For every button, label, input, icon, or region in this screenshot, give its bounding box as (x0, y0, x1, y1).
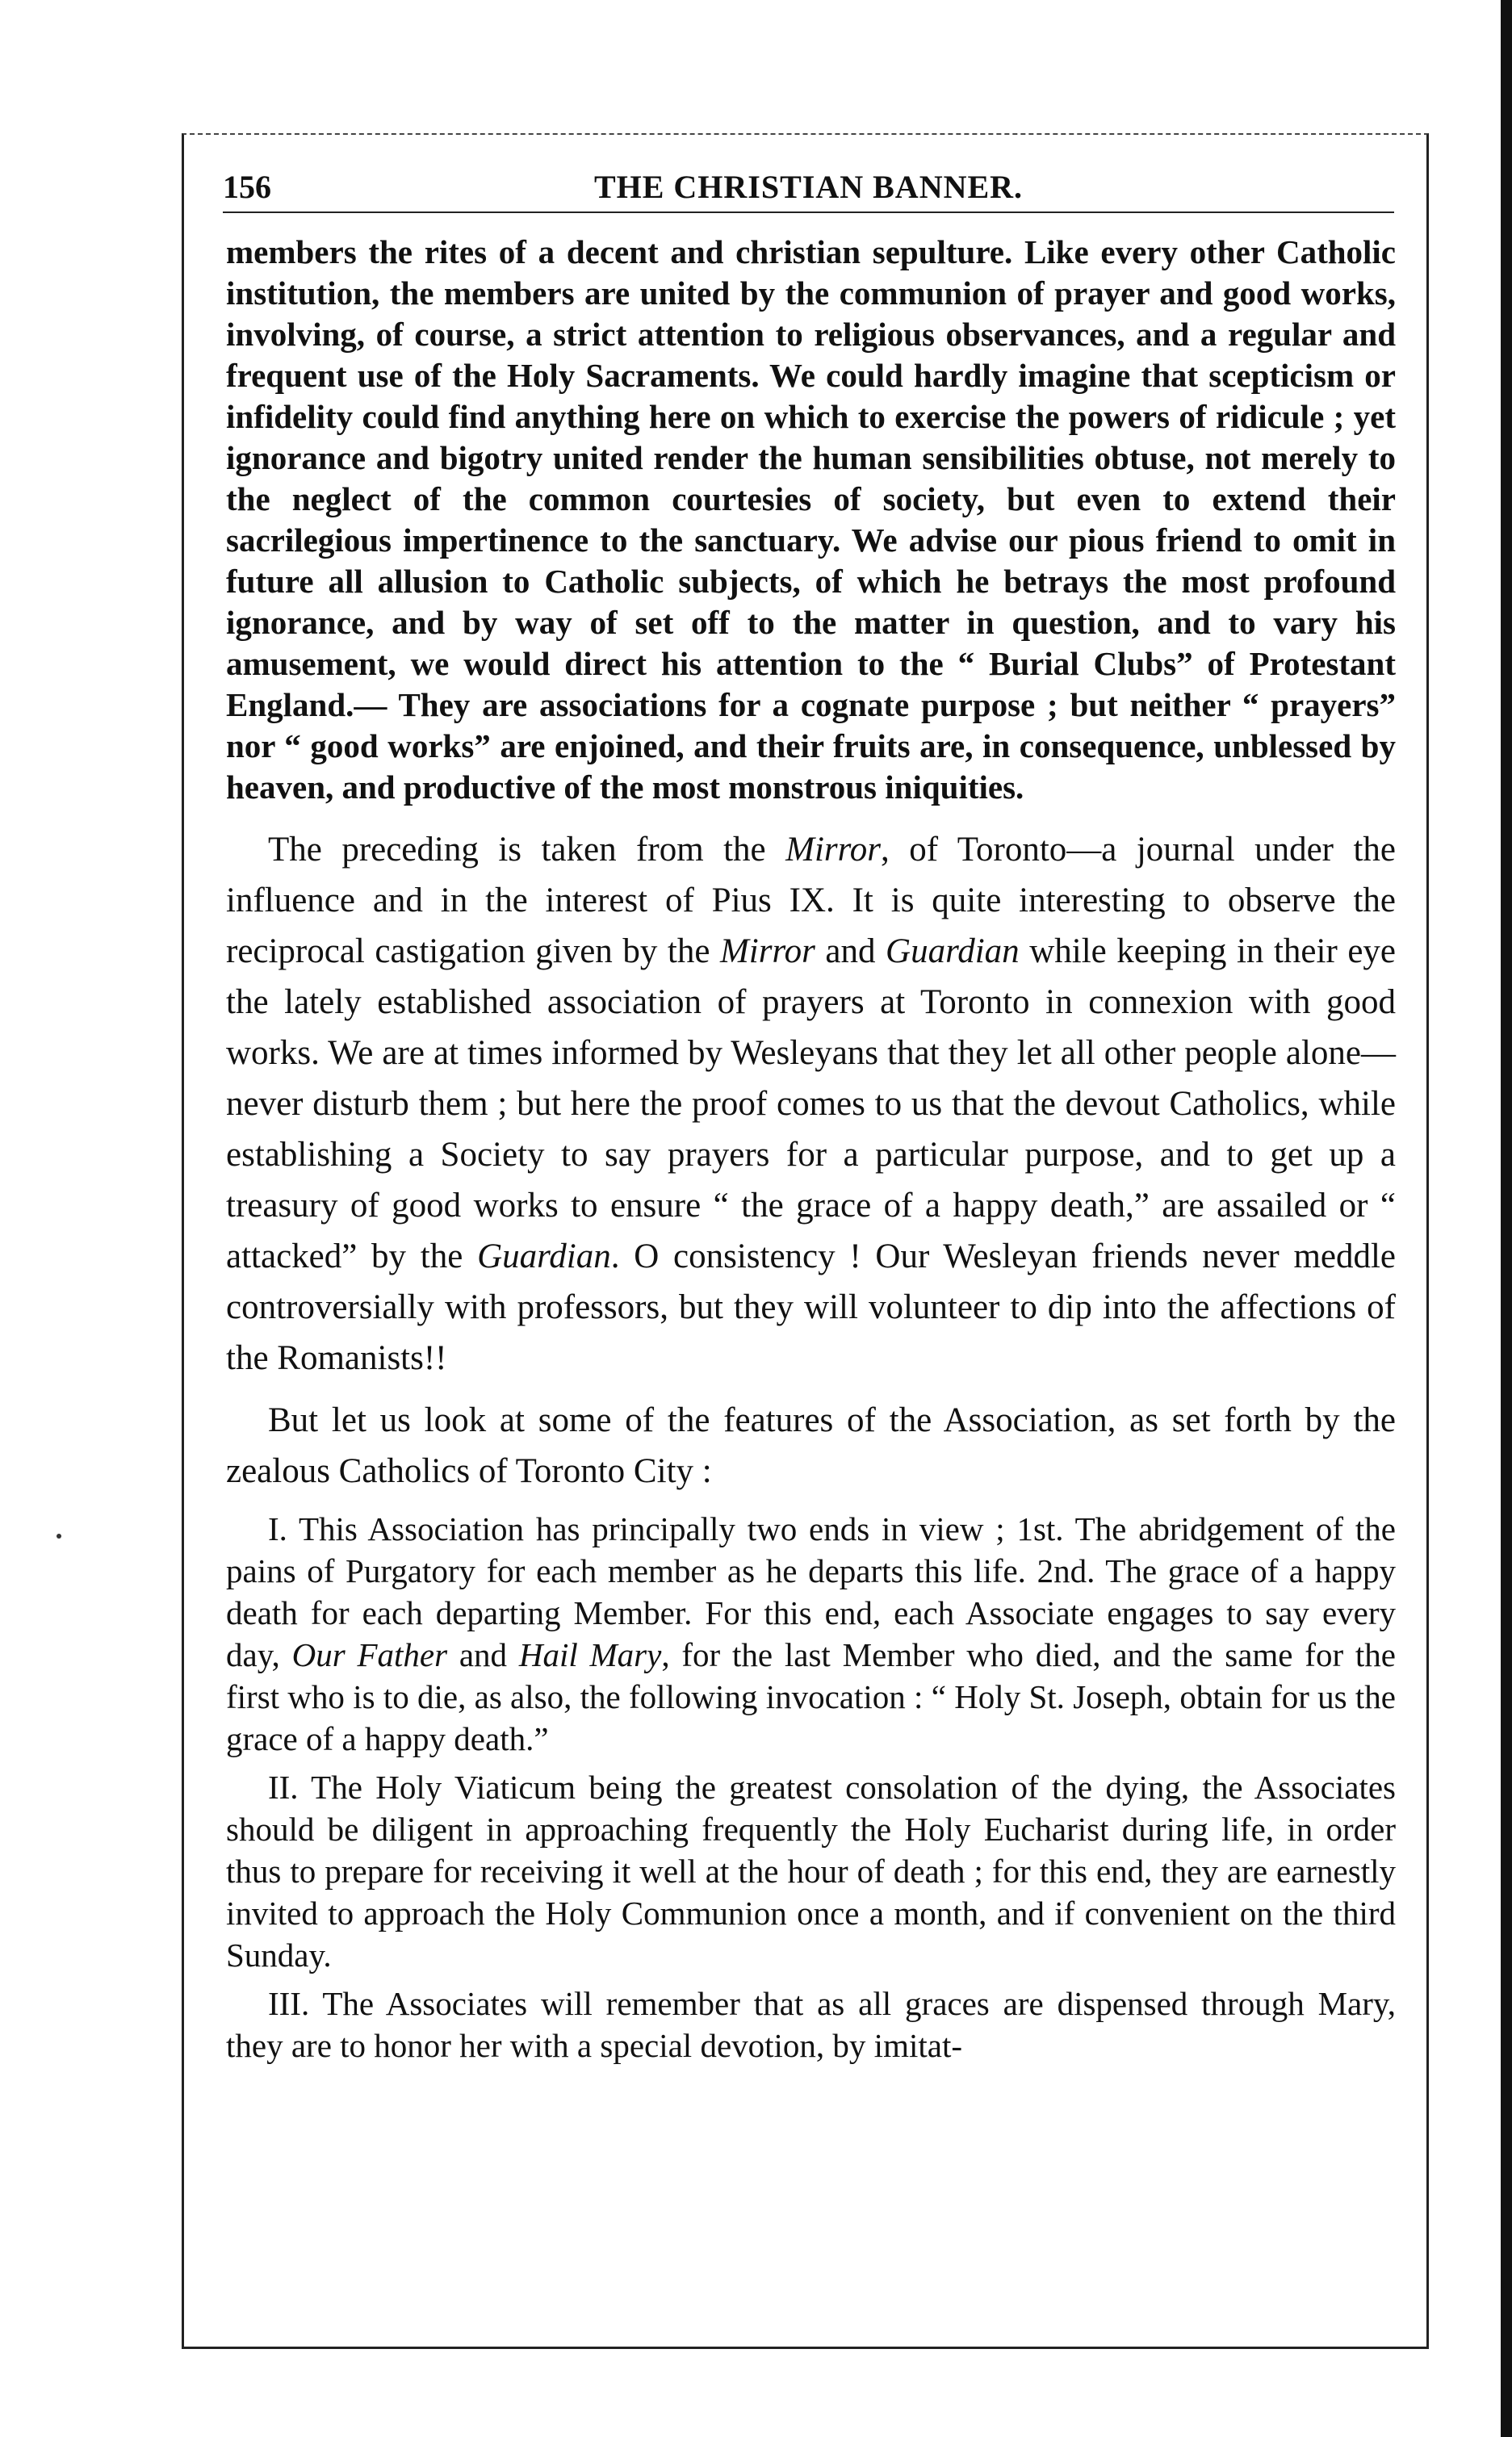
text-run: I. This Association has principally two ends in view ; 1st. The abridgement of the pains of Purgatory for each member as he departs this life. 2nd. The grace of a happy death for each departing Member. For this end, each Associate engages to say every day, (226, 1510, 1396, 1673)
features-intro-paragraph: But let us look at some of the features of the Association, as set forth by the zealous Catholics of Toronto City : (226, 1401, 1396, 1490)
text-run: and (447, 1636, 519, 1673)
quoted-extract: members the rites of a decent and christian sepulture. Like every other Catholic institution, the members are united by the communion of prayer and good works, involving, of course, a strict attention to religious observances, and a regular and frequent use of the Holy Sacraments. We could hardly imagine that scepticism or infidelity could find anything here on which to exercise the powers of ridicule ; yet ignorance and bigotry united render the human sensibilities obtuse, not merely to the neglect of the common courtesies of society, but even to extend their sacrilegious impertinence to the sanctuary. We advise our pious friend to omit in future all allusion to Catholic subjects, of which he betrays the most profound ignorance, and by way of set off to the matter in question, and to vary his amusement, we would direct his attention to the “ Burial Clubs” of Protestant England.— They are associations for a cognate purpose ; but neither “ prayers” nor “ good works” are enjoined, and their fruits are, in consequence, unblessed by heaven, and productive of the most monstrous iniquities. (226, 233, 1396, 806)
association-item-2: II. The Holy Viaticum being the greatest consolation of the dying, the Associates should be diligent in approaching frequently the Holy Eucharist during life, in order thus to prepare for receiving it well at the hour of death ; for this end, they are earnestly invited to approach the Holy Communion once a month, and if convenient on the third Sunday. (226, 1769, 1396, 1974)
page-frame (182, 133, 1429, 2349)
italic-title-mirror: Mirror (785, 831, 881, 869)
association-item-1 (226, 1508, 1396, 1760)
commentary-paragraph (226, 824, 1396, 1384)
text-run: The preceding is taken from the (268, 831, 786, 869)
text-run: , for the last Member who died, and the same for the first who is to die, as also, the following invocation : “ Holy St. Joseph, obtain for us the grace of a happy death.” (226, 1636, 1396, 1757)
text-run: . O consistency ! Our Wesleyan friends never meddle controversially with professors, but they will volunteer to dip into the affections of the Romanists!! (226, 1237, 1397, 1377)
page-number: 156 (223, 169, 271, 205)
italic-prayer-name: Hail Mary (518, 1636, 662, 1673)
text-run: and (815, 932, 886, 970)
italic-title-guardian: Guardian (886, 932, 1020, 970)
print-speck (57, 1534, 61, 1539)
text-run: , of Toronto—a journal under the influence and in the interest of Pius IX. It is quite interesting to observe the reciprocal castigation given by the (226, 831, 1396, 970)
association-item-3: III. The Associates will remember that as all graces are dispensed through Mary, they are to honor her with a special devotion, by imitat- (226, 1985, 1396, 2064)
running-title: THE CHRISTIAN BANNER. (593, 169, 1024, 205)
book-spine-edge (1501, 0, 1512, 2437)
text-run: while keeping in their eye the lately established association of prayers at Toronto in connexion with good works. We are at times informed by Wesleyans that they let all other people alone—never disturb them ; but here the proof comes to us that the devout Catholics, while establishing a Society to say prayers for a particular purpose, and to get up a treasury of good works to ensure “ the grace of a happy death,” are assailed or “ attacked” by the (226, 932, 1396, 1275)
page-body (226, 232, 1396, 2066)
italic-title-guardian: Guardian (477, 1237, 611, 1275)
italic-prayer-name: Our Father (291, 1636, 448, 1673)
italic-title-mirror: Mirror (719, 932, 815, 970)
page-header (223, 163, 1394, 213)
